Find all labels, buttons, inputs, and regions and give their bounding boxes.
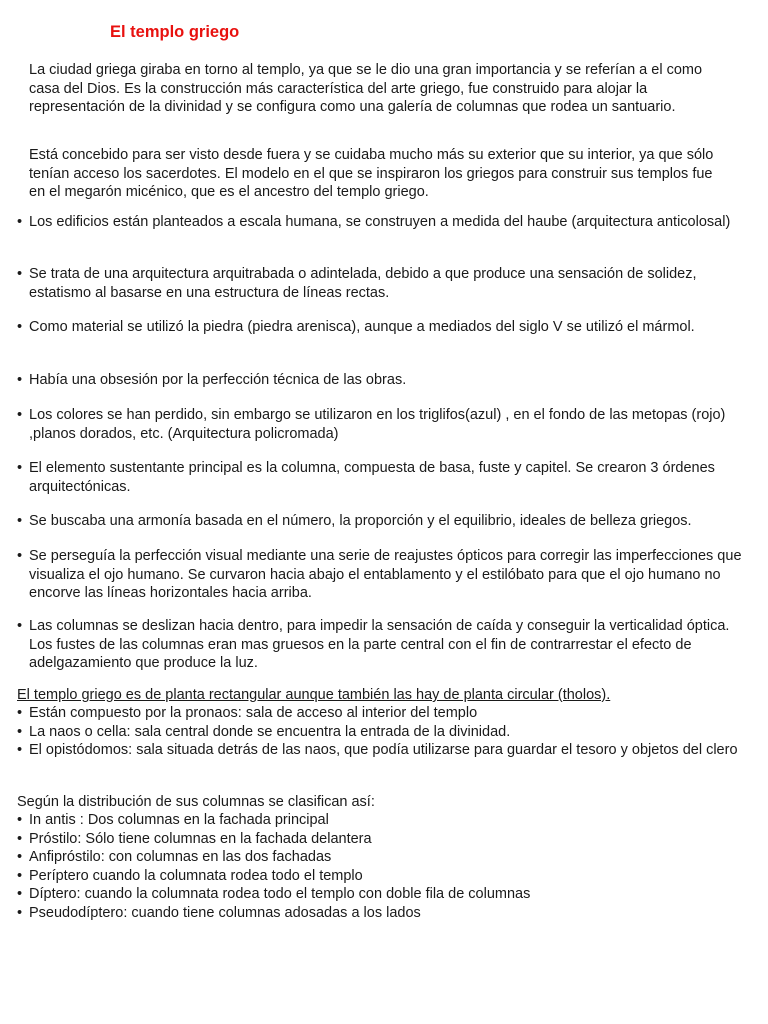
intro-paragraph-2: Está concebido para ser visto desde fuera y se cuidaba mucho más su exterior que su interior, ya que sólo tenían acceso los sacerdotes. El modelo en el que se inspiraron los griegos para construir sus templos fue en el megarón micénico, que es el ancestro del templo griego. [29, 147, 714, 200]
plan-item: • Están compuesto por la pronaos: sala de acceso al interior del templo [17, 704, 747, 723]
document-title: El templo griego [110, 23, 240, 41]
plan-item: • El opistódomos: sala situada detrás de las naos, que podía utilizarse para guardar el tesoro y objetos del clero [17, 741, 747, 760]
bullet-item-7: • Se buscaba una armonía basada en el número, la proporción y el equilibrio, ideales de belleza griegos. [17, 512, 754, 531]
classification-item: • Pseudodíptero: cuando tiene columnas adosadas a los lados [17, 904, 747, 923]
plan-item: • La naos o cella: sala central donde se encuentra la entrada de la divinidad. [17, 723, 747, 742]
classification-item: • Anfipróstilo: con columnas en las dos fachadas [17, 848, 747, 867]
bullet-item-6: • El elemento sustentante principal es la columna, compuesta de basa, fuste y capitel. Se crearon 3 órdenes arquitectónicas. [17, 459, 754, 496]
classification-heading: Según la distribución de sus columnas se clasifican así: [17, 794, 375, 810]
plan-list [17, 704, 747, 760]
classification-list [17, 811, 747, 922]
bullet-item-8: • Se perseguía la perfección visual mediante una serie de reajustes ópticos para corregir las imperfecciones que visualiza el ojo humano. Se curvaron hacia abajo el entablamento y el estilóbato para que el ojo humano no encorve las líneas horizontales hacia arriba. [17, 547, 754, 603]
intro-paragraph-1: La ciudad griega giraba en torno al templo, ya que se le dio una gran importancia y se referían a el como casa del Dios. Es la construcción más característica del arte griego, fue construido para alojar la representación de la divinidad y se configura como una galería de columnas que rodea un santuario. [29, 62, 703, 115]
classification-item: • Díptero: cuando la columnata rodea todo el templo con doble fila de columnas [17, 885, 747, 904]
bullet-item-5: • Los colores se han perdido, sin embargo se utilizaron en los triglifos(azul) , en el fondo de las metopas (rojo) ,planos dorados, etc. (Arquitectura policromada) [17, 406, 754, 443]
plan-heading: El templo griego es de planta rectangular aunque también las hay de planta circular (tholos). [17, 687, 611, 703]
bullet-item-1: • Los edificios están planteados a escala humana, se construyen a medida del haube (arquitectura anticolosal) [17, 213, 754, 232]
classification-item: • Períptero cuando la columnata rodea todo el templo [17, 867, 747, 886]
bullet-item-9: • Las columnas se deslizan hacia dentro, para impedir la sensación de caída y conseguir la verticalidad óptica. Los fustes de las columnas eran mas gruesos en la parte central con el fin de contrarrestar el efecto de adelgazamiento que produce la luz. [17, 617, 754, 673]
classification-item: • In antis : Dos columnas en la fachada principal [17, 811, 747, 830]
classification-item: • Próstilo: Sólo tiene columnas en la fachada delantera [17, 830, 747, 849]
bullet-item-3: • Como material se utilizó la piedra (piedra arenisca), aunque a mediados del siglo V se utilizó el mármol. [17, 318, 754, 337]
bullet-item-2: • Se trata de una arquitectura arquitrabada o adintelada, debido a que produce una sensación de solidez, estatismo al basarse en una estructura de líneas rectas. [17, 265, 754, 302]
bullet-item-4: • Había una obsesión por la perfección técnica de las obras. [17, 371, 754, 390]
